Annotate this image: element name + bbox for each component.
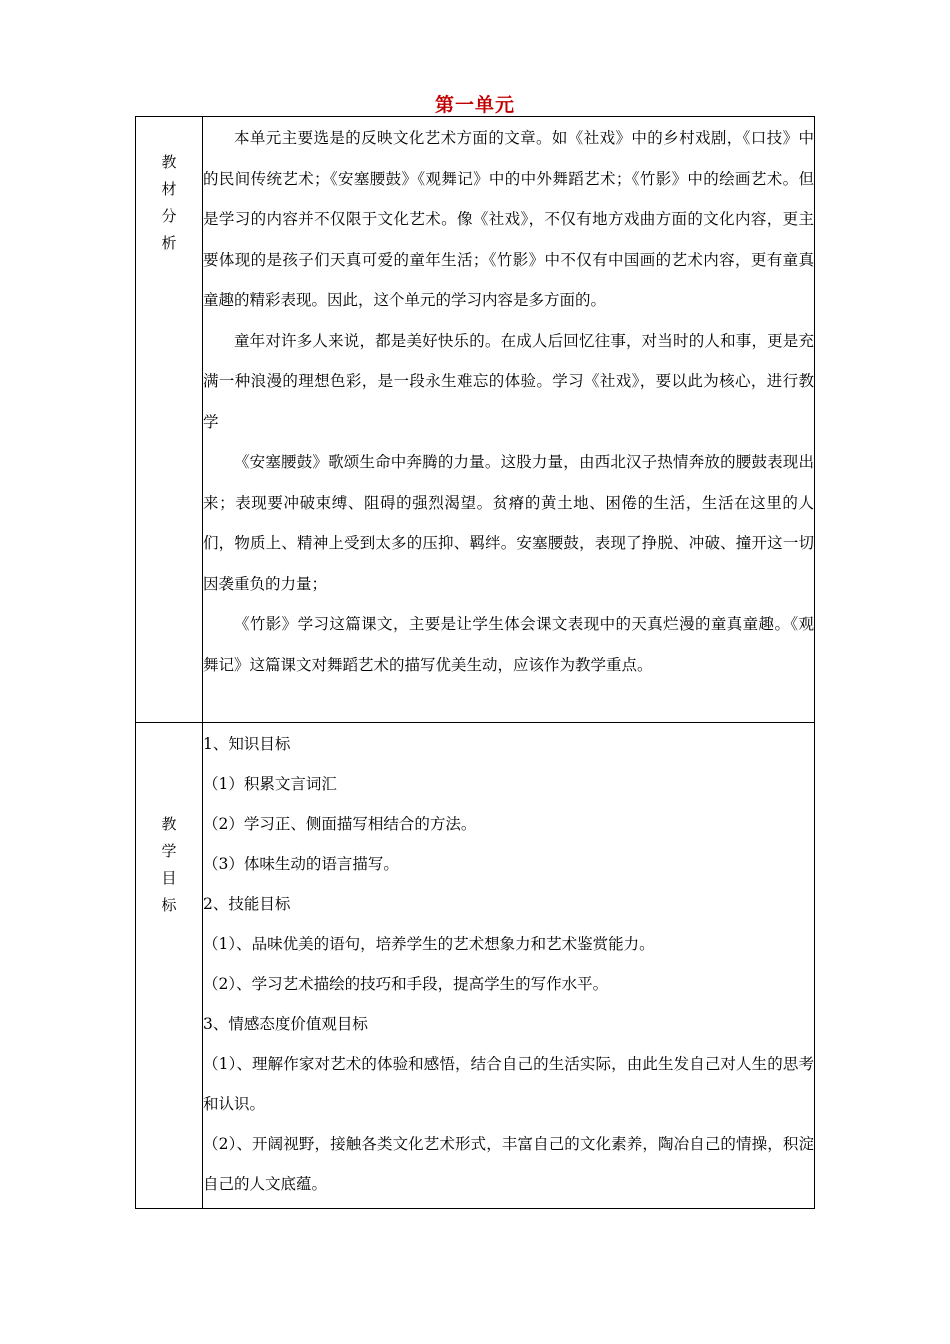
textbook-analysis-label: 教材分析	[161, 153, 177, 252]
analysis-paragraph: 《竹影》学习这篇课文，主要是让学生体会课文表现中的天真烂漫的童真童趣。《观舞记》这篇课文对舞蹈艺术的描写优美生动，应该作为教学重点。	[203, 615, 814, 674]
objective-heading: 3、情感态度价值观目标	[203, 1015, 368, 1033]
textbook-analysis-row	[136, 117, 815, 723]
objective-heading: 1、知识目标	[203, 735, 291, 753]
objective-item: （1）、理解作家对艺术的体验和感悟，结合自己的生活实际，由此生发自己对人生的思考和认识。	[203, 1055, 814, 1113]
lesson-plan-table	[135, 116, 815, 1209]
teaching-objectives-row	[136, 723, 815, 1209]
objective-item: （2）学习正、侧面描写相结合的方法。	[203, 815, 477, 833]
teaching-objectives-content	[203, 723, 815, 1209]
objective-item: （2）、学习艺术描绘的技巧和手段，提高学生的写作水平。	[203, 975, 609, 993]
analysis-paragraph: 《安塞腰鼓》歌颂生命中奔腾的力量。这股力量，由西北汉子热情奔放的腰鼓表现出来；表现要冲破束缚、阻碍的强烈渴望。贫瘠的黄土地、困倦的生活，生活在这里的人们，物质上、精神上受到太多的压抑、羁绊。安塞腰鼓，表现了挣脱、冲破、撞开这一切因袭重负的力量；	[203, 453, 814, 593]
teaching-objectives-label-cell	[136, 723, 203, 1209]
document-title: 第一单元	[434, 94, 515, 116]
textbook-analysis-label-cell	[136, 117, 203, 723]
objective-heading: 2、技能目标	[203, 895, 291, 913]
analysis-paragraph: 本单元主要选是的反映文化艺术方面的文章。如《社戏》中的乡村戏剧，《口技》中的民间传统艺术；《安塞腰鼓》《观舞记》中的中外舞蹈艺术；《竹影》中的绘画艺术。但是学习的内容并不仅限于文化艺术。像《社戏》，不仅有地方戏曲方面的文化内容，更主要体现的是孩子们天真可爱的童年生活；《竹影》中不仅有中国画的艺术内容，更有童真童趣的精彩表现。因此，这个单元的学习内容是多方面的。	[203, 129, 814, 309]
textbook-analysis-content	[203, 117, 815, 723]
teaching-objectives-label: 教学目标	[161, 815, 177, 914]
analysis-paragraph: 童年对许多人来说，都是美好快乐的。在成人后回忆往事，对当时的人和事，更是充满一种浪漫的理想色彩，是一段永生难忘的体验。学习《社戏》，要以此为核心，进行教学	[203, 331, 814, 431]
objective-item: （1）积累文言词汇	[203, 775, 337, 793]
objective-item: （1）、品味优美的语句，培养学生的艺术想象力和艺术鉴赏能力。	[203, 935, 655, 953]
objective-item: （2）、开阔视野，接触各类文化艺术形式，丰富自己的文化素养，陶冶自己的情操，积淀自己的人文底蕴。	[203, 1135, 814, 1193]
objective-item: （3）体味生动的语言描写。	[203, 855, 399, 873]
